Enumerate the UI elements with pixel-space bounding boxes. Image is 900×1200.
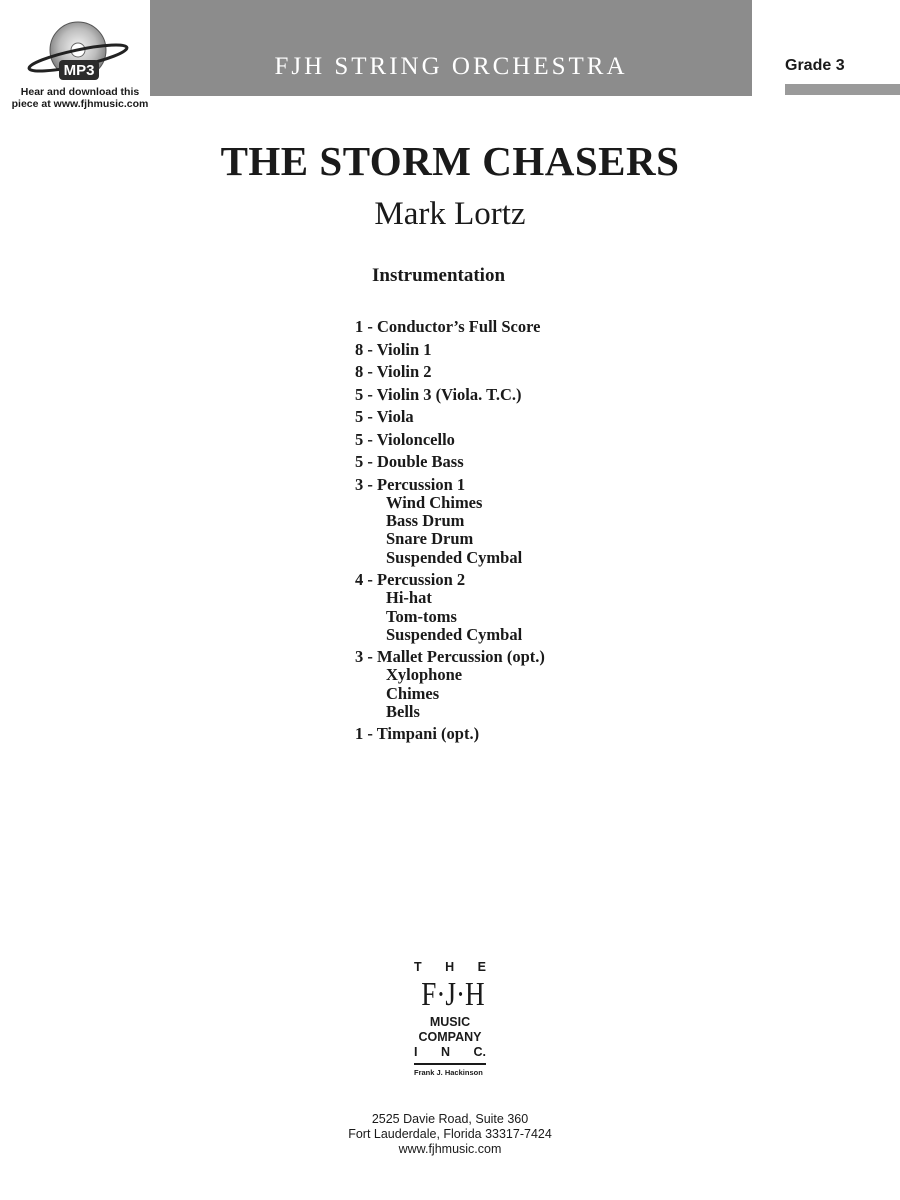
mp3-label: MP3 bbox=[63, 62, 95, 79]
instrument-subitem: Wind Chimes bbox=[386, 493, 483, 512]
instrument-item bbox=[355, 408, 715, 427]
logo-rule bbox=[414, 1063, 486, 1065]
instrumentation-list bbox=[355, 318, 715, 748]
grade-bar bbox=[785, 84, 900, 95]
publisher-address bbox=[0, 1112, 900, 1157]
instrument-line: 8 - Violin 2 bbox=[355, 362, 432, 381]
instrument-item bbox=[355, 648, 715, 721]
logo-letter: T bbox=[414, 960, 422, 974]
instrument-subitem: Bells bbox=[386, 701, 420, 721]
instrument-line: 3 - Mallet Percussion (opt.) bbox=[355, 646, 545, 666]
mp3-caption-line2: piece at www.fjhmusic.com bbox=[11, 98, 149, 110]
address-line1: 2525 Davie Road, Suite 360 bbox=[371, 1112, 529, 1126]
composer-name: Mark Lortz bbox=[374, 196, 526, 232]
instrument-line: 1 - Conductor’s Full Score bbox=[355, 317, 541, 336]
instrument-subitem: Snare Drum bbox=[386, 529, 474, 549]
instrument-line: 5 - Violin 3 (Viola. T.C.) bbox=[355, 384, 522, 404]
instrument-item bbox=[355, 725, 715, 744]
instrument-line: 1 - Timpani (opt.) bbox=[355, 724, 480, 744]
instrument-subitem: Suspended Cymbal bbox=[386, 547, 523, 567]
instrument-item bbox=[355, 476, 715, 567]
mp3-caption-line1: Hear and download this bbox=[20, 86, 140, 98]
logo-letter: E bbox=[477, 960, 486, 974]
series-title: FJH STRING ORCHESTRA bbox=[274, 53, 628, 80]
instrument-item bbox=[355, 571, 715, 644]
instrument-subitem: Suspended Cymbal bbox=[386, 624, 523, 644]
address-line2: Fort Lauderdale, Florida 33317-7424 bbox=[348, 1127, 552, 1141]
instrument-item bbox=[355, 363, 715, 382]
logo-company: COMPANY bbox=[418, 1030, 482, 1044]
instrument-subitem: Bass Drum bbox=[386, 511, 465, 531]
instrument-line: 8 - Violin 1 bbox=[355, 339, 432, 359]
mp3-disc-icon bbox=[26, 20, 130, 88]
instrument-item bbox=[355, 453, 715, 472]
instrument-line: 3 - Percussion 1 bbox=[355, 474, 466, 494]
instrument-sublist bbox=[355, 494, 715, 567]
logo-fjh: F·J·H bbox=[421, 976, 485, 1013]
instrument-line: 5 - Viola bbox=[355, 407, 414, 426]
instrumentation-heading: Instrumentation bbox=[372, 265, 506, 286]
fjh-logo bbox=[414, 960, 486, 1077]
mp3-caption bbox=[0, 86, 160, 110]
logo-inc bbox=[414, 1045, 486, 1060]
instrument-subitem: Tom-toms bbox=[386, 606, 457, 626]
piece-title: THE STORM CHASERS bbox=[220, 138, 680, 184]
instrument-sublist bbox=[355, 589, 715, 644]
grade-label: Grade 3 bbox=[785, 57, 845, 74]
logo-founder: Frank J. Hackinson bbox=[414, 1068, 483, 1077]
instrument-subitem: Xylophone bbox=[386, 665, 463, 685]
logo-letter: C. bbox=[473, 1045, 486, 1059]
instrument-subitem: Chimes bbox=[386, 683, 440, 703]
logo-letter: I bbox=[414, 1045, 418, 1059]
instrument-item bbox=[355, 318, 715, 337]
instrument-sublist bbox=[355, 666, 715, 721]
instrument-subitem: Hi-hat bbox=[386, 588, 432, 608]
address-website[interactable]: www.fjhmusic.com bbox=[398, 1142, 502, 1156]
logo-the bbox=[414, 960, 486, 975]
logo-letter: H bbox=[445, 960, 455, 974]
instrument-item bbox=[355, 386, 715, 405]
instrument-item bbox=[355, 431, 715, 450]
logo-letter: N bbox=[440, 1045, 450, 1059]
instrument-line: 5 - Double Bass bbox=[355, 452, 464, 471]
instrument-line: 4 - Percussion 2 bbox=[355, 569, 466, 589]
logo-music: MUSIC bbox=[429, 1015, 471, 1029]
instrument-item bbox=[355, 341, 715, 360]
instrument-line: 5 - Violoncello bbox=[355, 429, 455, 449]
